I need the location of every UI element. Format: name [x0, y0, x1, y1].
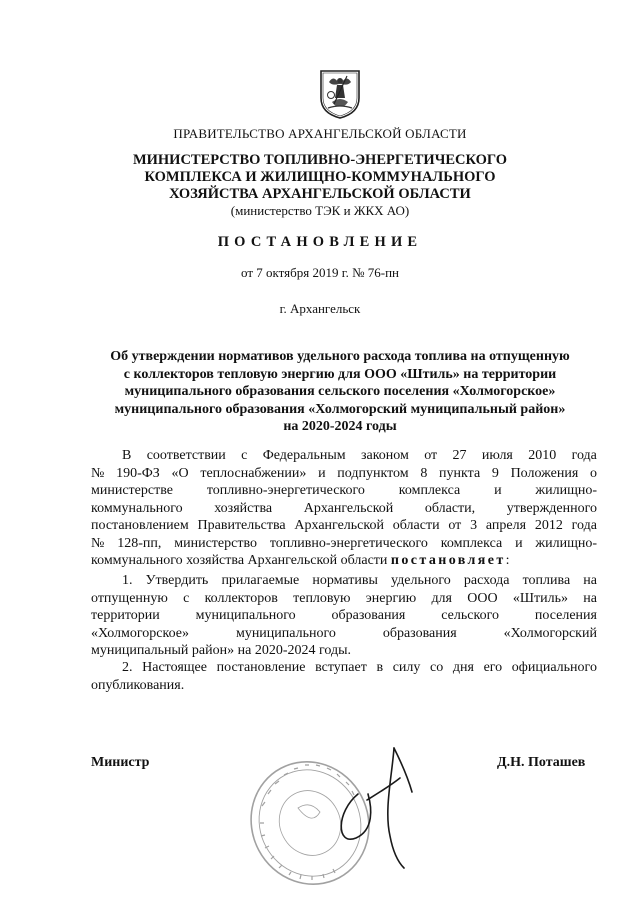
text-line: [91, 535, 597, 553]
text-line: [91, 500, 597, 518]
word: 2012: [534, 518, 563, 533]
word: «О: [171, 465, 189, 481]
word: коллекторов: [204, 590, 278, 606]
word: Положения: [510, 465, 579, 481]
word: года: [571, 448, 597, 463]
document-type: ПОСТАНОВЛЕНИЕ: [217, 234, 423, 250]
text-line: [91, 465, 597, 483]
word: вступает: [315, 660, 367, 675]
word: 190-ФЗ: [116, 465, 160, 481]
word: июля: [481, 448, 513, 463]
preamble-paragraph: [91, 447, 597, 570]
word: и: [494, 483, 502, 498]
handwritten-signature-icon: [341, 748, 412, 868]
subject-line: Об утверждении нормативов удельного расхода топлива на отпущенную: [110, 349, 570, 364]
word: Настоящее: [142, 660, 207, 675]
word: 128-пп,: [117, 535, 162, 551]
word: для: [431, 590, 452, 606]
text-line: [91, 482, 597, 500]
word: на: [583, 590, 597, 606]
round-seal-stamp-icon: [240, 728, 440, 903]
ministry-line: ХОЗЯЙСТВА АРХАНГЕЛЬСКОЙ ОБЛАСТИ: [169, 186, 471, 202]
word: №: [91, 535, 105, 551]
word: хозяйства: [214, 500, 273, 516]
word: силу: [392, 660, 421, 675]
word: прилагаемые: [221, 573, 300, 588]
word: Правительства: [197, 518, 286, 533]
subject-line: муниципального образования сельского поселения «Холмогорское»: [124, 384, 556, 399]
signatory-title: Министр: [91, 755, 150, 770]
decree-colon: :: [505, 553, 510, 568]
text-line: [91, 659, 597, 677]
word: комплекса: [398, 483, 461, 498]
word: «Холмогорский: [503, 625, 597, 641]
word: расхода: [463, 573, 510, 588]
word: дня: [452, 660, 474, 675]
word: от: [448, 518, 462, 533]
word: министерство: [174, 535, 257, 551]
word: жилищно-: [535, 483, 597, 498]
text-line: [91, 572, 597, 590]
government-name: ПРАВИТЕЛЬСТВО АРХАНГЕЛЬСКОЙ ОБЛАСТИ: [173, 126, 467, 141]
word: коммунального: [91, 500, 183, 516]
word: с: [241, 448, 248, 463]
signatory-name: Д.Н. Поташев: [497, 755, 586, 770]
word: комплекса: [440, 535, 503, 551]
word: ООО: [467, 590, 498, 606]
word: Утвердить: [145, 573, 209, 588]
word: отпущенную: [91, 590, 168, 606]
word: Федеральным: [262, 448, 346, 463]
word: области: [392, 518, 440, 533]
word: топлива: [522, 573, 571, 588]
word: на: [583, 573, 597, 588]
word: №: [91, 465, 105, 481]
word: области,: [424, 500, 476, 516]
word: с: [183, 590, 190, 606]
word: со: [430, 660, 444, 675]
word: пункта: [439, 465, 481, 481]
word: В: [122, 448, 132, 463]
word: энергию: [365, 590, 417, 606]
word: законом: [360, 448, 409, 463]
word: 1.: [122, 573, 133, 588]
word: Архангельской: [303, 500, 394, 516]
word: нормативы: [312, 573, 378, 588]
word: официального: [511, 660, 597, 675]
word: территории: [91, 608, 160, 623]
word: министерстве: [91, 483, 173, 498]
word: 2.: [122, 660, 133, 675]
word: 8: [420, 465, 428, 481]
ministry-name: [60, 152, 580, 203]
word: образования: [331, 608, 406, 623]
word: «Холмогорское»: [91, 625, 189, 641]
word: подпунктом: [337, 465, 409, 481]
word: «Штиль»: [512, 590, 568, 606]
word: соответствии: [146, 448, 226, 463]
word: апреля: [485, 518, 527, 533]
word: в: [376, 660, 384, 675]
arkhangelsk-coat-of-arms-icon: [318, 68, 362, 120]
word: 3: [470, 518, 478, 533]
ministry-line: КОМПЛЕКСА И ЖИЛИЩНО-КОММУНАЛЬНОГО: [144, 169, 496, 185]
ministry-abbreviation: (министерство ТЭК и ЖКХ АО): [230, 203, 410, 218]
text-line: [91, 590, 597, 608]
text-line: [91, 607, 597, 625]
word: топливно-энергетического: [269, 535, 428, 551]
word: года: [571, 518, 597, 533]
subject-line: муниципального образования «Холмогорский муниципальный район»: [114, 401, 566, 417]
word: образования: [382, 625, 457, 641]
word: теплоснабжении»: [200, 465, 307, 481]
ministry-line: МИНИСТЕРСТВО ТОПЛИВНО-ЭНЕРГЕТИЧЕСКОГО: [132, 152, 508, 168]
word: 9: [491, 465, 499, 481]
word: о: [589, 465, 597, 481]
item-2-paragraph: [91, 659, 597, 694]
word: 27: [452, 448, 467, 463]
document-subject: [80, 348, 600, 436]
word: удельного: [391, 573, 451, 588]
word: Архангельской: [294, 518, 384, 533]
document-city: г. Архангельск: [279, 301, 361, 316]
word: жилищно-: [535, 535, 597, 551]
word: 2010: [528, 448, 557, 463]
word: сельского: [441, 608, 499, 623]
subject-line: на 2020-2024 годы: [283, 419, 397, 434]
text-line: [91, 625, 597, 643]
preamble-closing-text: коммунального хозяйства Архангельской области: [91, 553, 391, 568]
text-line: муниципальный район» на 2020-2024 годы.: [91, 643, 352, 658]
item-1-paragraph: [91, 572, 597, 660]
word: поселения: [534, 608, 597, 623]
text-line: [91, 552, 597, 570]
subject-line: с коллекторов тепловую энергию для ООО «Штиль» на территории: [123, 366, 557, 382]
decree-word: постановляет: [390, 553, 506, 568]
word: и: [318, 465, 326, 481]
document-date-number: от 7 октября 2019 г. № 76-пн: [241, 265, 399, 280]
word: тепловую: [293, 590, 351, 606]
word: от: [424, 448, 438, 463]
word: муниципального: [235, 625, 336, 641]
word: его: [483, 660, 503, 675]
word: топливно-энергетического: [206, 483, 365, 498]
text-line: [91, 447, 597, 465]
word: и: [515, 535, 523, 551]
text-line: опубликования.: [91, 677, 185, 693]
word: постановлением: [91, 518, 189, 533]
word: муниципального: [195, 608, 296, 623]
word: утвержденного: [506, 500, 597, 516]
text-line: [91, 517, 597, 535]
word: постановление: [216, 660, 306, 675]
